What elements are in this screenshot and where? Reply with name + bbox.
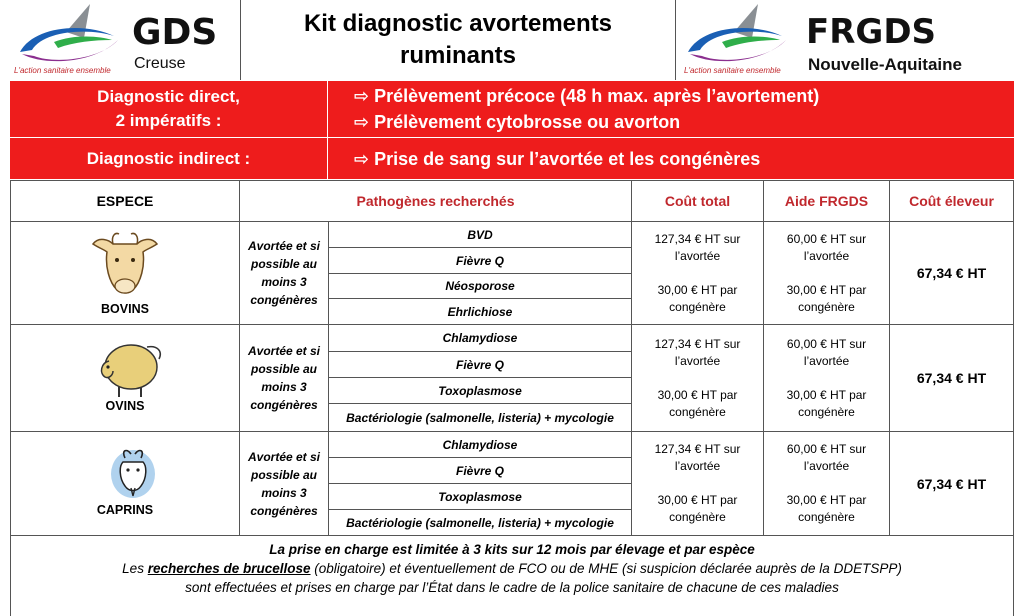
aide-line: congénère [798, 299, 855, 314]
direct-label-line1: Diagnostic direct, [97, 87, 240, 106]
aide-cell [763, 324, 890, 432]
aide-line: 30,00 € HT par [786, 387, 867, 402]
cost-line: 30,00 € HT par [657, 493, 738, 507]
pathogen-cell: Bactériologie (salmonelle, listeria) + mycologie [328, 509, 632, 536]
direct-item: ⇨ Prélèvement cytobrosse ou avorton [354, 112, 681, 132]
gds-swoosh-logo [14, 2, 124, 72]
pathogen-cell: Fièvre Q [328, 351, 632, 378]
aide-line: 30,00 € HT par [786, 282, 867, 297]
pathogen-cell: Fièvre Q [328, 247, 632, 274]
cost-line: congénère [669, 510, 726, 524]
title-line1: Kit diagnostic avortements [303, 10, 613, 37]
pathogen-cell: Ehrlichiose [328, 298, 632, 325]
cout-total-cell [631, 221, 764, 325]
condition-line: congénères [250, 293, 318, 307]
pathogen-cell: Toxoplasmose [328, 483, 632, 510]
pathogen-cell: Toxoplasmose [328, 377, 632, 404]
condition-line: moins 3 [261, 275, 307, 289]
aide-line: l’avortée [803, 353, 850, 368]
condition-cell [239, 324, 329, 432]
footer-line2-post: (obligatoire) et éventuellement de FCO ou de MHE (si suspicion déclarée auprès de la DDETSPP) [310, 561, 902, 576]
aide-line: 60,00 € HT sur [786, 336, 867, 351]
gds-tagline: L'action sanitaire ensemble [14, 66, 111, 75]
header-aide: Aide FRGDS [763, 180, 890, 222]
cost-line: 30,00 € HT par [657, 282, 738, 297]
diagnostic-indirect-item: ⇨ Prise de sang sur l’avortée et les congénères [354, 148, 761, 169]
condition-line: possible au [250, 362, 318, 376]
pathogen-cell: Néosporose [328, 273, 632, 299]
frgds-sub: Nouvelle-Aquitaine [808, 55, 962, 74]
aide-line: l’avortée [803, 248, 850, 263]
aide-line: 60,00 € HT sur [786, 442, 867, 456]
footer-line1: La prise en charge est limitée à 3 kits sur 12 mois par élevage et par espèce [269, 542, 755, 557]
condition-line: possible au [250, 467, 318, 482]
condition-cell [239, 221, 329, 325]
cost-line: 127,34 € HT sur [654, 442, 741, 456]
direct-item: ⇨ Prélèvement précoce (48 h max. après l’avortement) [354, 86, 820, 106]
condition-line: Avortée et si [247, 239, 321, 253]
footer-line2 [122, 559, 902, 578]
header-espece: ESPECE [10, 180, 240, 222]
species-cell-bovins [10, 221, 240, 325]
diagnostic-indirect-label: Diagnostic indirect : [10, 138, 328, 179]
gds-sub: Creuse [134, 55, 186, 72]
frgds-swoosh-logo [682, 2, 792, 72]
species-name: CAPRINS [96, 503, 154, 517]
species-name: OVINS [105, 399, 145, 413]
cost-line: l’avortée [674, 459, 721, 473]
direct-label-line2: 2 impératifs : [115, 111, 222, 130]
condition-line: possible au [250, 257, 318, 271]
cost-line: l’avortée [674, 353, 721, 368]
pathogen-cell: Bactériologie (salmonelle, listeria) + mycologie [328, 403, 632, 432]
cout-eleveur-cell: 67,34 € HT [889, 431, 1014, 536]
pathogen-cell: Chlamydiose [328, 431, 632, 458]
header-cout-total: Coût total [631, 180, 764, 222]
aide-cell [763, 221, 890, 325]
aide-line: l’avortée [803, 459, 850, 473]
brucellose-link: recherches de brucellose [147, 561, 311, 576]
diagnostic-direct-items [328, 81, 1014, 137]
gds-name: GDS [132, 12, 218, 53]
header-pathogenes: Pathogènes recherchés [239, 180, 632, 222]
gds-creuse-logo [10, 0, 240, 80]
cost-line: congénère [669, 299, 726, 314]
condition-line: moins 3 [261, 485, 307, 500]
cout-eleveur-cell: 67,34 € HT [889, 324, 1014, 432]
title-line2: ruminants [399, 42, 516, 69]
header-cout-eleveur: Coût éleveur [889, 180, 1014, 222]
species-cell-caprins [10, 431, 240, 536]
footer-line3: sont effectuées et prises en charge par l’État dans le cadre de la police sanitaire de chacune de ces maladies [185, 580, 839, 595]
frgds-tagline: L'action sanitaire ensemble [684, 66, 781, 75]
footer-note [10, 535, 1014, 616]
cost-line: 30,00 € HT par [657, 387, 738, 402]
sheep-icon [97, 337, 167, 399]
cost-line: 127,34 € HT sur [654, 336, 741, 351]
condition-cell [239, 431, 329, 536]
goat-icon [103, 444, 163, 504]
aide-line: congénère [798, 510, 855, 524]
page-title [240, 0, 676, 80]
diagnostic-direct-band [10, 81, 1014, 137]
condition-line: congénères [250, 398, 318, 412]
condition-line: Avortée et si [247, 344, 321, 358]
condition-line: Avortée et si [247, 449, 321, 464]
aide-line: congénère [798, 404, 855, 419]
aide-line: 30,00 € HT par [786, 493, 867, 507]
diagnostic-direct-label [10, 81, 328, 137]
footer-line2-pre: Les [122, 561, 148, 576]
species-name: BOVINS [101, 302, 149, 316]
frgds-logo [676, 0, 1014, 80]
aide-line: 60,00 € HT sur [786, 231, 867, 246]
aide-cell [763, 431, 890, 536]
cow-head-icon [85, 226, 165, 298]
pathogen-cell: Chlamydiose [328, 324, 632, 352]
cout-total-cell [631, 431, 764, 536]
cost-line: congénère [669, 404, 726, 419]
cout-eleveur-cell: 67,34 € HT [889, 221, 1014, 325]
cost-line: 127,34 € HT sur [654, 231, 741, 246]
condition-line: moins 3 [261, 380, 307, 394]
condition-line: congénères [250, 503, 318, 518]
pathogen-cell: BVD [328, 221, 632, 248]
cout-total-cell [631, 324, 764, 432]
cost-line: l’avortée [674, 248, 721, 263]
diagnostic-indirect-band [10, 138, 1014, 179]
species-cell-ovins [10, 324, 240, 432]
pathogen-cell: Fièvre Q [328, 457, 632, 484]
frgds-name: FRGDS [806, 12, 937, 52]
